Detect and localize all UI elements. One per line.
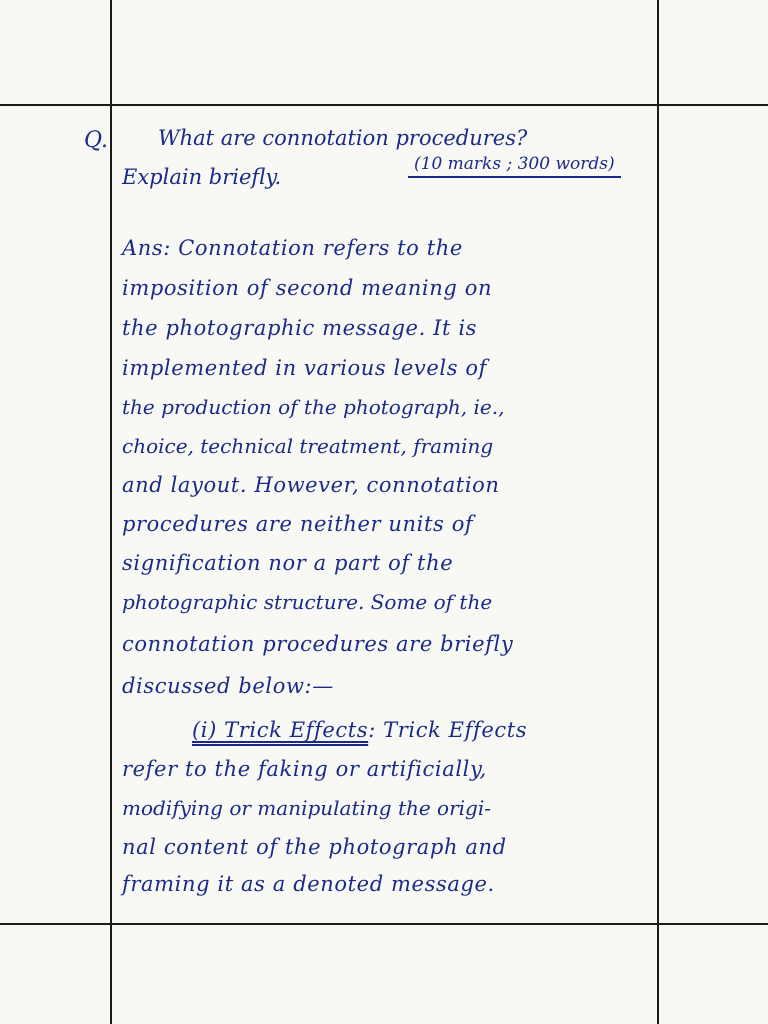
- answer-line-4: implemented in various levels of: [122, 356, 487, 380]
- section-1-line-1: refer to the faking or artificially,: [122, 757, 487, 781]
- answer-line-10: photographic structure. Some of the: [122, 590, 493, 614]
- answer-line-9: signification nor a part of the: [122, 551, 454, 575]
- marks-note: (10 marks ; 300 words): [408, 154, 621, 178]
- answer-line-8: procedures are neither units of: [122, 512, 474, 536]
- section-1-heading-line: [192, 718, 527, 742]
- right-margin-line: [657, 0, 659, 1024]
- answer-line-12: discussed below:—: [122, 674, 334, 698]
- answer-line-7: and layout. However, connotation: [122, 473, 500, 497]
- bottom-rule-line: [0, 923, 768, 925]
- answer-line-6: choice, technical treatment, framing: [122, 434, 494, 458]
- answer-line-2: imposition of second meaning on: [122, 276, 493, 300]
- answer-line-1: Ans: Connotation refers to the: [122, 236, 463, 260]
- section-1-line-2: modifying or manipulating the origi-: [122, 796, 492, 820]
- section-1-line-4: framing it as a denoted message.: [122, 872, 495, 896]
- section-1-heading: (i) Trick Effects: [192, 718, 369, 742]
- answer-line-5: the production of the photograph, ie.,: [122, 395, 505, 419]
- question-line-2: Explain briefly.: [122, 165, 282, 189]
- section-1-heading-rest: : Trick Effects: [368, 718, 528, 742]
- answer-line-11: connotation procedures are briefly: [122, 632, 514, 656]
- top-rule-line: [0, 104, 768, 106]
- question-line-1: What are connotation procedures?: [158, 126, 528, 150]
- question-label: Q.: [84, 128, 108, 153]
- answer-line-3: the photographic message. It is: [122, 316, 478, 340]
- left-margin-line: [110, 0, 112, 1024]
- section-1-line-3: nal content of the photograph and: [122, 835, 507, 859]
